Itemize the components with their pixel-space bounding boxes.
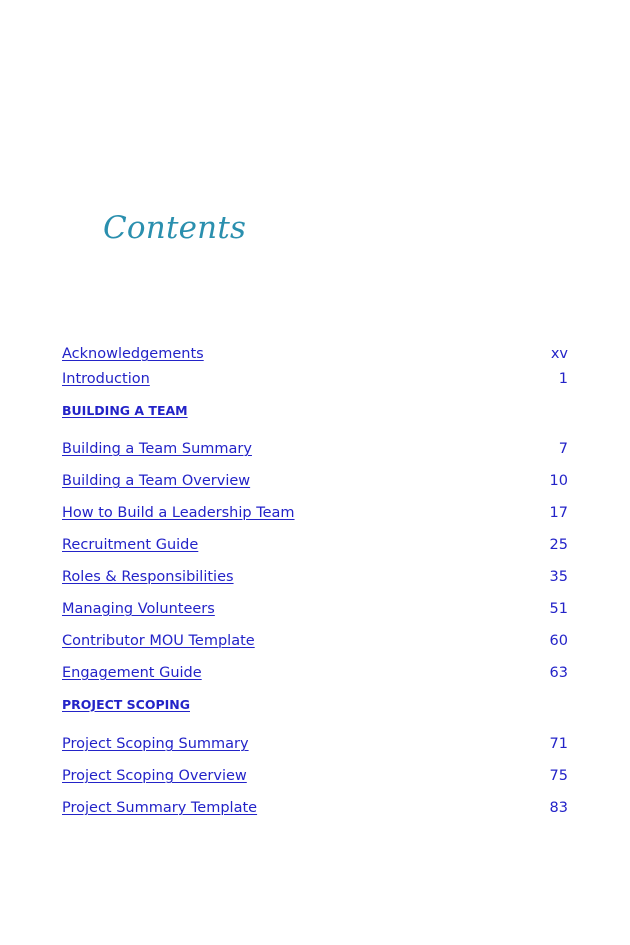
toc-link-introduction[interactable]: Introduction <box>62 371 150 387</box>
toc-link-building-a-team-overview[interactable]: Building a Team Overview <box>62 473 251 489</box>
toc-entry-acknowledgements <box>62 344 568 364</box>
toc-page-number: 60 <box>549 633 568 649</box>
toc-section-building-a-team <box>62 404 568 418</box>
toc-page-number: 83 <box>549 800 568 816</box>
toc-link-how-to-build-a-leadership-team[interactable]: How to Build a Leadership Team <box>62 505 295 521</box>
toc-page-number: 7 <box>558 441 568 457</box>
toc-entry <box>62 471 568 491</box>
toc-entry-introduction <box>62 369 568 389</box>
toc-entry <box>62 439 568 459</box>
toc-link-engagement-guide[interactable]: Engagement Guide <box>62 665 202 681</box>
toc-page-number: 51 <box>549 601 568 617</box>
toc-entry <box>62 567 568 587</box>
toc-entry <box>62 503 568 523</box>
toc-page-number: 75 <box>549 768 568 784</box>
page-title: Contents <box>103 210 247 246</box>
toc-link-contributor-mou-template[interactable]: Contributor MOU Template <box>62 633 255 649</box>
toc-entry <box>62 663 568 683</box>
table-of-contents <box>62 344 568 818</box>
toc-entry <box>62 766 568 786</box>
toc-page-number: xv <box>550 346 568 362</box>
toc-link-project-summary-template[interactable]: Project Summary Template <box>62 800 258 816</box>
toc-page-number: 63 <box>549 665 568 681</box>
toc-entry <box>62 798 568 818</box>
toc-link-acknowledgements[interactable]: Acknowledgements <box>62 346 204 362</box>
toc-page-number: 25 <box>549 537 568 553</box>
toc-section-link-building-a-team[interactable]: BUILDING A TEAM <box>62 403 188 418</box>
toc-link-roles-responsibilities[interactable]: Roles & Responsibilities <box>62 569 234 585</box>
toc-page-number: 71 <box>549 736 568 752</box>
toc-page-number: 35 <box>549 569 568 585</box>
toc-link-project-scoping-overview[interactable]: Project Scoping Overview <box>62 768 247 784</box>
toc-section-link-project-scoping[interactable]: PROJECT SCOPING <box>62 697 190 712</box>
toc-entry <box>62 734 568 754</box>
toc-page-number: 1 <box>558 371 568 387</box>
toc-page-number: 17 <box>549 505 568 521</box>
toc-link-managing-volunteers[interactable]: Managing Volunteers <box>62 601 215 617</box>
toc-link-recruitment-guide[interactable]: Recruitment Guide <box>62 537 199 553</box>
toc-entry <box>62 599 568 619</box>
toc-section-project-scoping <box>62 698 568 712</box>
toc-page-number: 10 <box>549 473 568 489</box>
toc-entry <box>62 535 568 555</box>
toc-link-project-scoping-summary[interactable]: Project Scoping Summary <box>62 736 249 752</box>
toc-link-building-a-team-summary[interactable]: Building a Team Summary <box>62 441 252 457</box>
toc-entry <box>62 631 568 651</box>
